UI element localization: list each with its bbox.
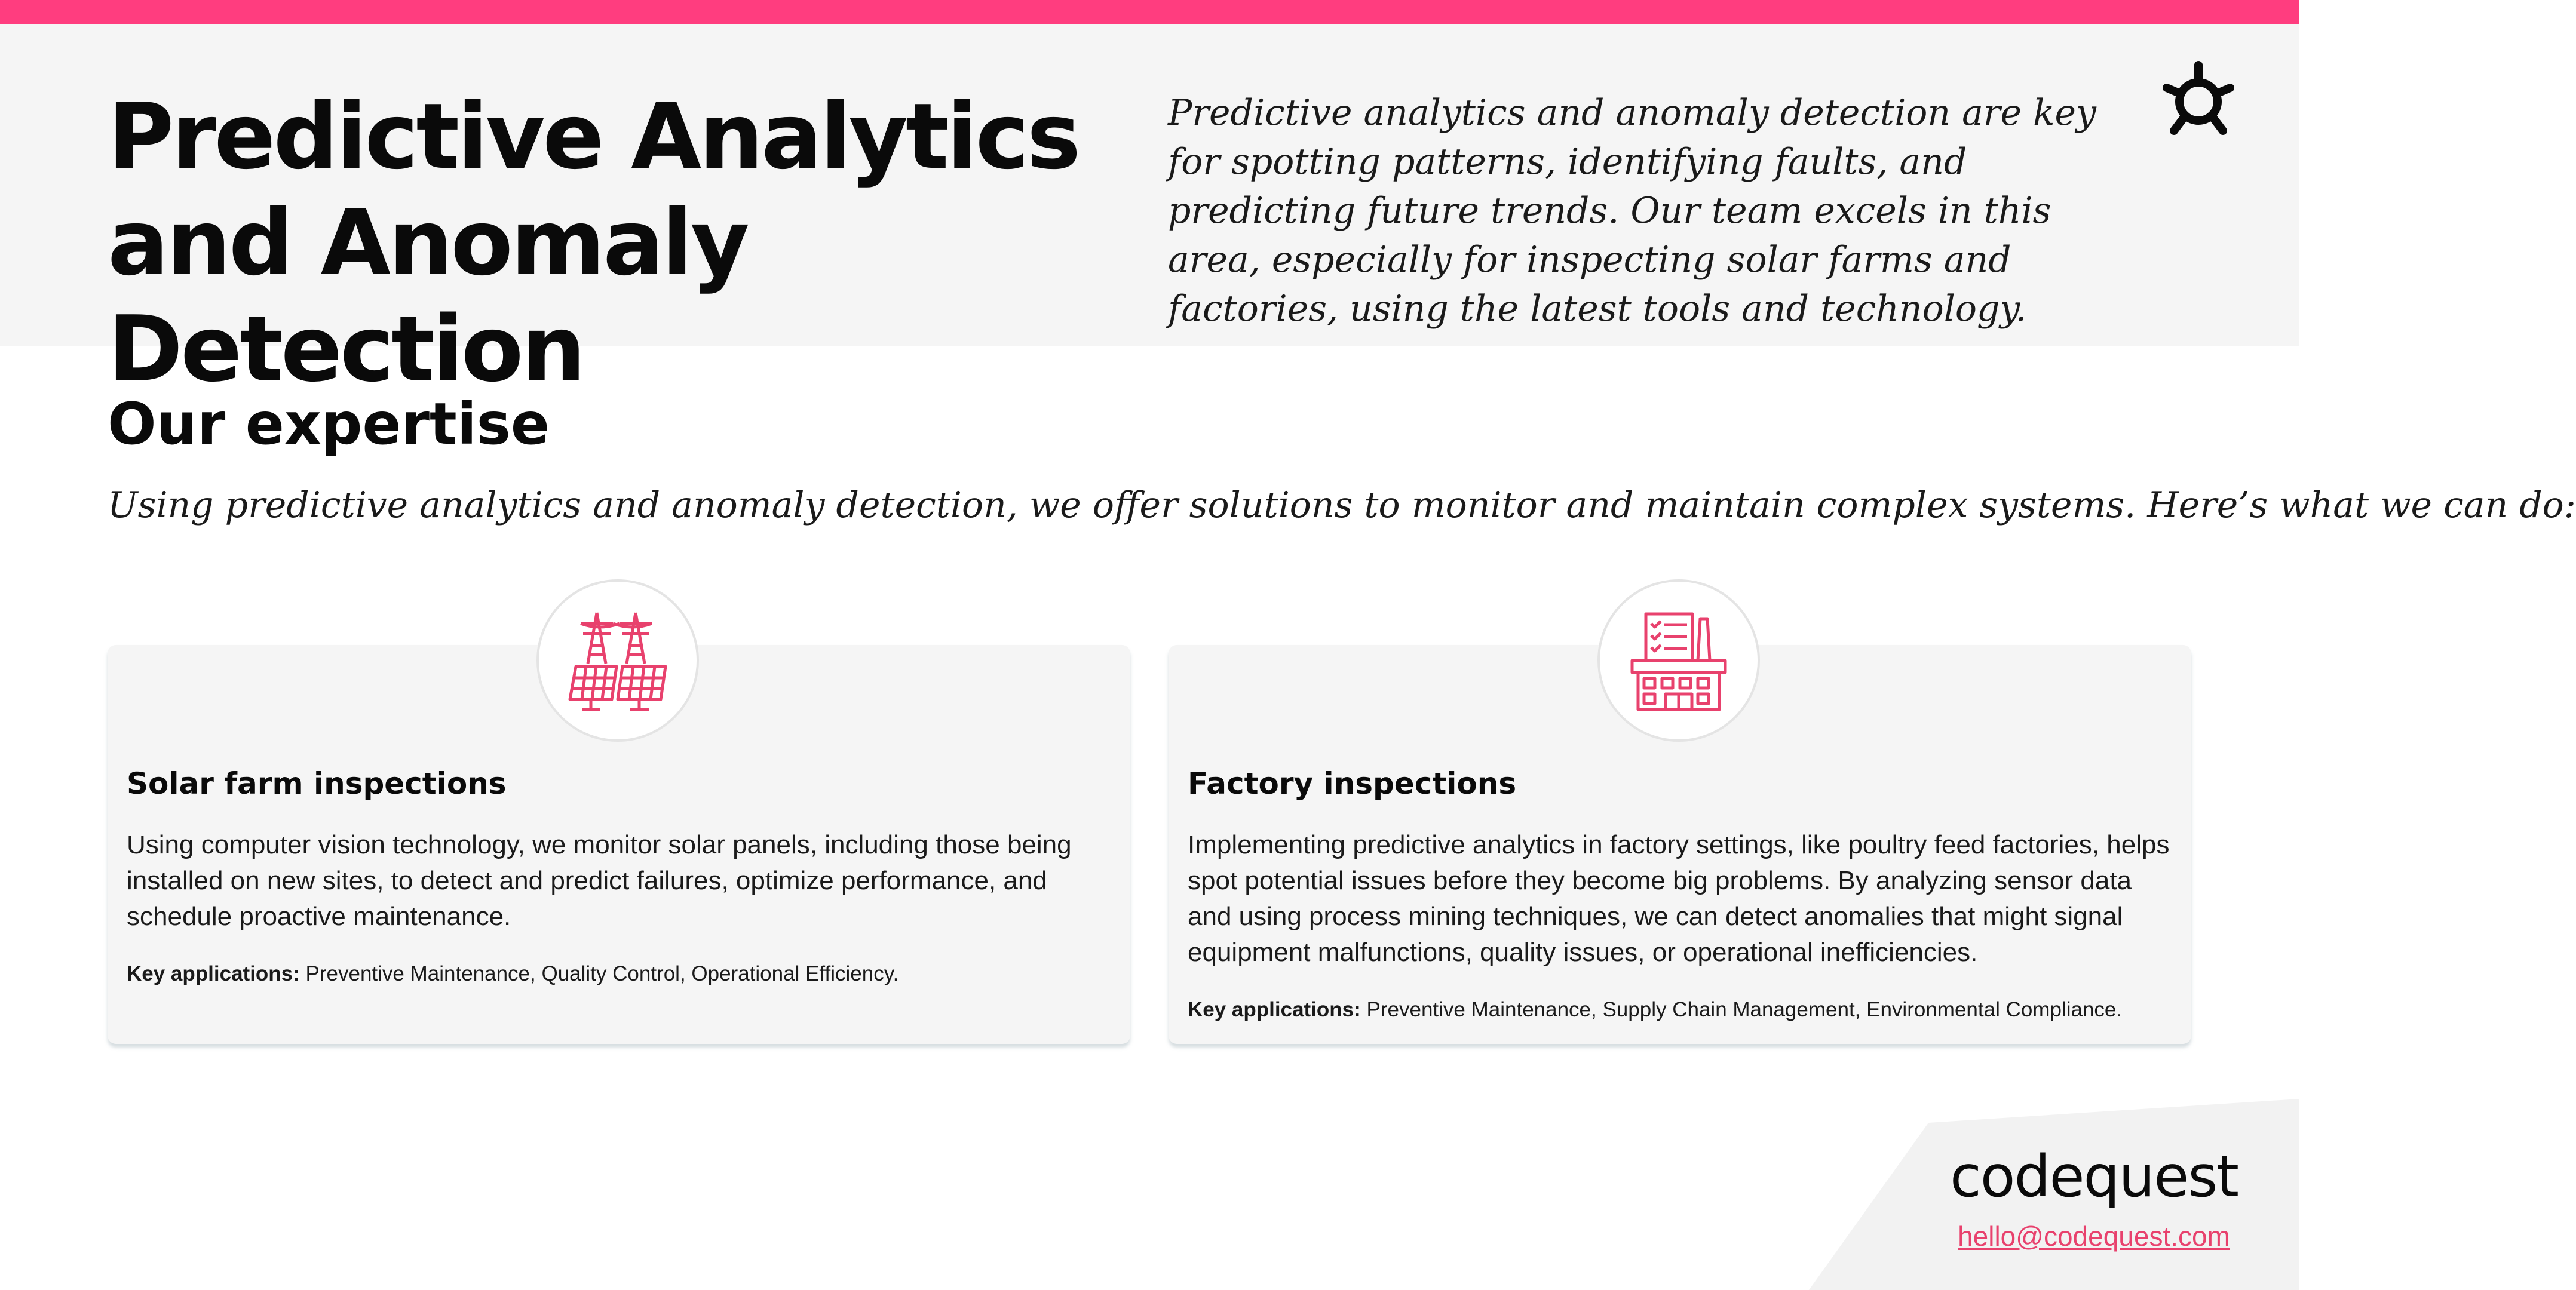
codequest-logo-icon [2160,57,2237,140]
page-title: Predictive Analytics and Anomaly Detection [108,84,1079,402]
card-title: Solar farm inspections [127,766,507,801]
brand-wordmark: codequest [1949,1143,2238,1210]
section-intro: Using predictive analytics and anomaly detection, we offer solutions to monitor and maintain complex systems. Here’s what we can do: [108,484,2576,526]
key-applications-label: Key applications: [127,962,300,985]
contact-email-link[interactable]: hello@codequest.com [1958,1221,2230,1252]
card-body: Using computer vision technology, we monitor solar panels, including those being installed on new sites, to detect and predict failures, optimize performance, and schedule proactive maintenance. [127,830,1072,931]
card-icon-badge [536,579,699,742]
key-applications [127,960,898,988]
solar-panel-pylon-icon [564,607,671,714]
section-title: Our expertise [108,391,550,457]
card-icon-badge [1597,579,1760,742]
key-applications [1188,996,2122,1024]
card-title: Factory inspections [1188,766,1517,801]
key-applications-value: Preventive Maintenance, Quality Control, Operational Efficiency. [299,962,899,985]
card-solar-farm [108,645,1130,1044]
factory-checklist-icon [1625,607,1732,714]
key-applications-label: Key applications: [1188,998,1361,1021]
key-applications-value: Preventive Maintenance, Supply Chain Management, Environmental Compliance. [1360,998,2123,1021]
card-factory [1169,645,2191,1044]
header-intro: Predictive analytics and anomaly detection are key for spotting patterns, identifying faults, and predicting future trends. Our team excels in this area, especially for inspecting solar farms and factories, using the latest tools and technology. [1168,92,2096,330]
top-accent-bar [0,0,2299,24]
card-body: Implementing predictive analytics in factory settings, like poultry feed factories, helps spot potential issues before they become big problems. By analyzing sensor data and using process mining techniques, we can detect anomalies that might signal equipment malfunctions, quality issues, or operational inefficiencies. [1188,830,2170,967]
